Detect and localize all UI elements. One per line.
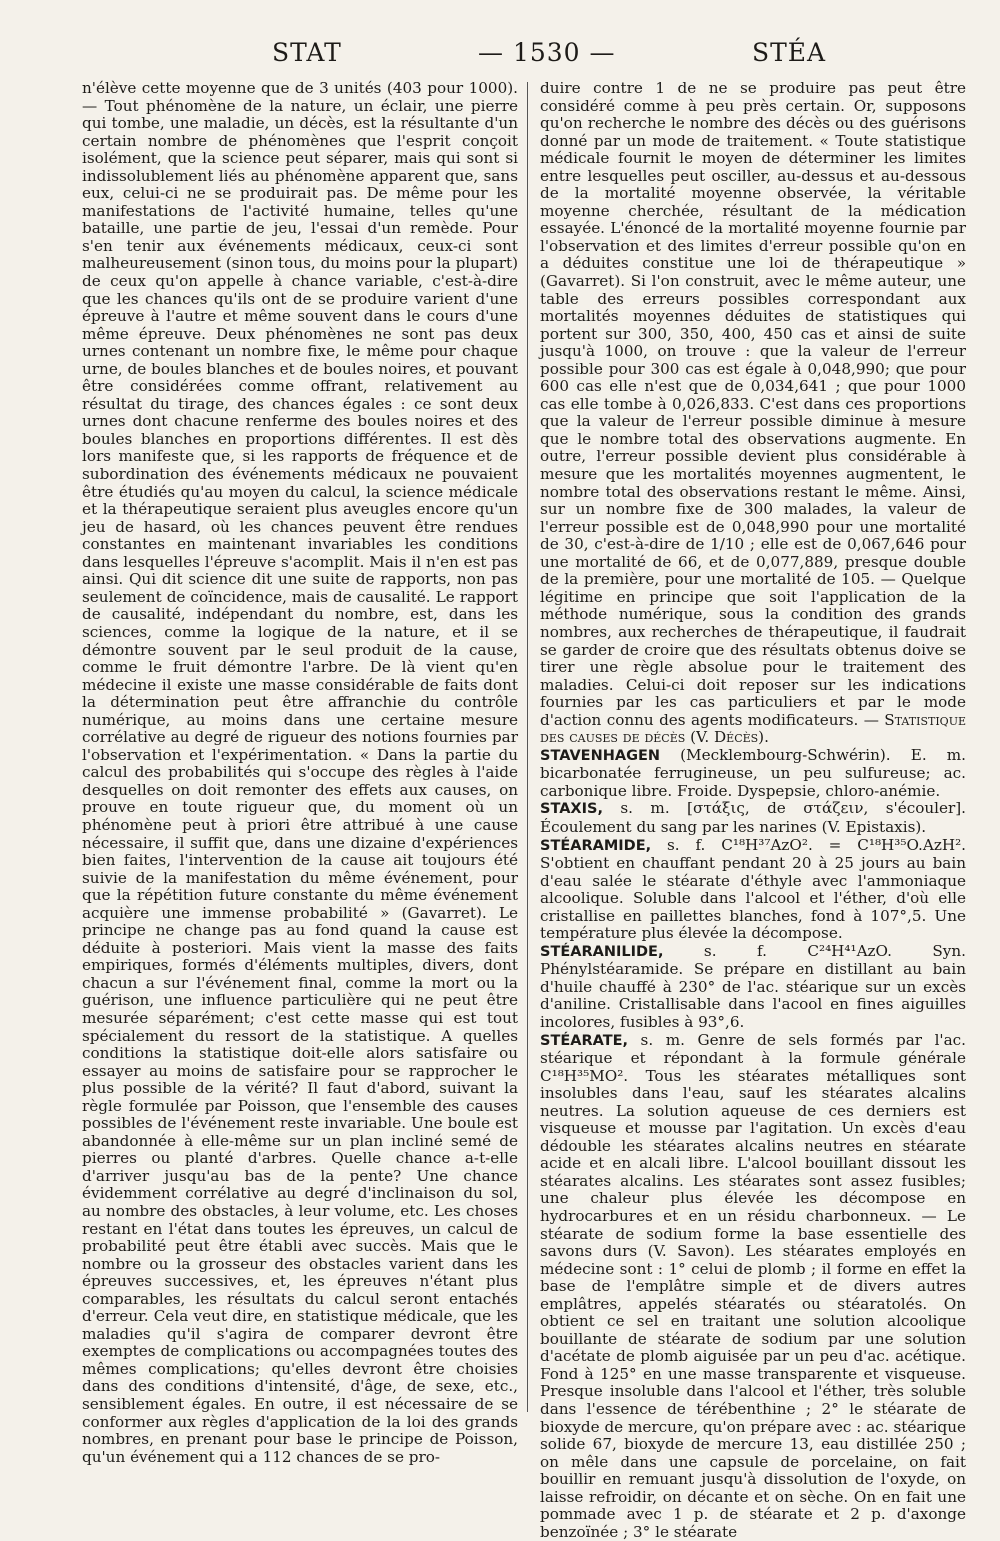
headword-stavenhagen: STAVENHAGEN — [540, 747, 661, 764]
definition-stavenhagen: (Mecklembourg-Schwérin). E. m. bicarbonatée ferrugineuse, un peu sulfureuse; ac. carbonique libre. Froide. Dyspepsie, chloro-anémie. — [540, 745, 966, 800]
statistique-continuation — [540, 80, 966, 747]
headword-stearate: STÉARATE, — [540, 1032, 629, 1049]
column-divider — [527, 82, 528, 1412]
left-column-text: n'élève cette moyenne que de 3 unités (403 pour 1000). — Tout phénomène de la nature, un éclair, une pierre qui tombe, une maladie, un décès, est la résultante d'un certain nombre de phénomènes que l'esprit conçoit isolément, que la science peut séparer, mais qui sont si indissolublement liés au phénomène apparent que, sans eux, celui-ci ne se produirait pas. De même pour les manifestations de l'activité humaine, telles qu'une bataille, une partie de jeu, l'essai d'un remède. Pour s'en tenir aux événements médicaux, ceux-ci sont malheureusement (sinon tous, du moins pour la plupart) de ceux qu'on appelle à chance variable, c'est-à-dire que les chances qu'ils ont de se produire varient d'une épreuve à l'autre et même souvent dans le cours d'une même épreuve. Deux phénomènes ne sont pas deux urnes contenant un nombre fixe, le même pour chaque urne, de boules blanches et de boules noires, et pouvant être considérées comme offrant, relativement au résultat du tirage, des chances égales : ce sont deux urnes dont chacune renferme des boules noires et des boules blanches en proportions différentes. Il est dès lors manifeste que, si les rapports de fréquence et de subordination des événements médicaux ne pouvaient être étudiés qu'au moyen du calcul, la science médicale et la thérapeutique seraient plus aveugles encore qu'un jeu de hasard, où les chances peuvent être rendues constantes en maintenant invariables les conditions dans lesquelles l'épreuve s'acomplit. Mais il n'en est pas ainsi. Qui dit science dit une suite de rapports, non pas seulement de coïncidence, mais de causalité. Le rapport de causalité, indépendant du nombre, est, dans les sciences, comme la logique de la nature, et il se démontre souvent par le seul produit de la cause, comme le fruit démontre l'arbre. De là vient qu'en médecine il existe une masse considérable de faits dont la détermination peut être affranchie du contrôle numérique, au moins dans une certaine mesure corrélative au degré de rigueur des notions fournies par l'observation et l'expérimentation. « Dans la partie du calcul des probabilités qui s'occupe des règles à l'aide desquelles on doit remonter des effets aux causes, on prouve en toute rigueur que, du moment où un phénomène peut à priori être attribué à une cause nécessaire, il suffit que, dans une dizaine d'expériences bien faites, l'intervention de la cause ait toujours été suivie de la manifestation du même événement, pour que la répétition future constante du même événement acquière une immense probabilité » (Gavarret). Le principe ne change pas au fond quand la cause est déduite à posteriori. Mais vient la masse des faits empiriques, formés d'éléments multiples, divers, dont chacun a sur l'événement final, comme la mort ou la guérison, une influence particulière qui ne peut être mesurée séparément; c'est cette masse qui est tout spécialement du ressort de la statistique. A quelles conditions la statistique doit-elle alors satisfaire ou essayer au moins de satisfaire pour se rapprocher le plus possible de la vérité? Il faut d'abord, suivant la règle formulée par Poisson, que l'ensemble des causes possibles de l'événement reste invariable. Une boule est abandonnée à elle-même sur un plan incliné semé de pierres ou planté d'arbres. Quelle chance a-t-elle d'arriver jusqu'au bas de la pente? Une chance évidemment corrélative au degré d'inclinaison du sol, au nombre des obstacles, à leur volume, etc. Les choses restant en l'état dans toutes les épreuves, un calcul de probabilité peut être établi avec succès. Mais que le nombre ou la grosseur des obstacles varient dans les épreuves successives, et, les épreuves n'étant plus comparables, les résultats du calcul seront entachés d'erreur. Cela veut dire, en statistique médicale, que les maladies qu'il s'agira de comparer devront être exemptes de complications ou accompagnées toutes des mêmes complications; qu'elles devront être choisies dans des conditions d'intensité, d'âge, de sexe, etc., sensiblement égales. En outre, il est nécessaire de se conformer aux règles d'application de la loi des grands nombres, en prenant pour base le principe de Poisson, qu'un événement qui a 112 chances de se pro- — [82, 79, 518, 1466]
headword-stearanilide: STÉARANILIDE, — [540, 943, 664, 960]
statistique-text: duire contre 1 de ne se produire pas peut être considéré comme à peu près certain. Or, supposons qu'on recherche le nombre des décès ou des guérisons donné par un mode de traitement. « Toute statistique médicale fournit le moyen de déterminer les limites entre lesquelles peut osciller, au-dessus et au-dessous de la mortalité moyenne observée, la véritable moyenne cherchée, résultant de la médication essayée. L'énoncé de la mortalité moyenne fournie par l'observation et des limites d'erreur possible qu'on en a déduites constitue une loi de thérapeutique » (Gavarret). Si l'on construit, avec le même auteur, une table des erreurs possibles correspondant aux mortalités moyennes déduites de statistiques qui portent sur 300, 350, 400, 450 cas et ainsi de suite jusqu'à 1000, on trouve : que la valeur de l'erreur possible pour 300 cas est égale à 0,048,990; que pour 600 cas elle n'est que de 0,034,641 ; que pour 1000 cas elle tombe à 0,026,833. C'est dans ces proportions que la valeur de l'erreur possible diminue à mesure que le nombre total des observations augmente. En outre, l'erreur possible devient plus considérable à mesure que les mortalités moyennes augmentent, le nombre total des observations restant le même. Ainsi, sur un nombre fixe de 300 malades, la valeur de l'erreur possible est de 0,048,990 pour une mortalité de 30, c'est-à-dire de 1/10 ; elle est de 0,067,646 pour une mortalité de 66, et de 0,077,889, presque double de la première, pour une mortalité de 105. — Quelque légitime en principe que soit l'application de la méthode numérique, sous la condition des grands nombres, aux recherches de thérapeutique, il faudrait se garder de croire que des résultats obtenus doive se tirer une règle absolue pour le traitement des maladies. Celui-ci doit reposer sur les indications fournies par les cas particuliers et par le mode d'action connu des agents modificateurs. — — [540, 79, 966, 729]
left-column — [82, 80, 518, 1466]
page-number: — 1530 — — [478, 38, 616, 67]
headword-stearamide: STÉARAMIDE, — [540, 837, 652, 854]
definition-stearanilide: s. f. C²⁴H⁴¹AzO. Syn. Phénylstéaramide. Se prépare en distillant au bain d'huile chauffé à 230° de l'ac. stéarique sur un excès d'aniline. Cristallisable dans l'acool en fines aiguilles incolores, fusibles à 93°,6. — [540, 941, 966, 1031]
definition-stearamide: s. f. C¹⁸H³⁷AzO². = C¹⁸H³⁵O.AzH². S'obtient en chauffant pendant 20 à 25 jours au bain d'eau salée le stéarate d'éthyle avec l'ammoniaque alcoolique. Soluble dans l'alcool et l'éther, d'où elle cristallise en paillettes blanches, fond à 107°,5. Une température plus élevée la décompose. — [540, 835, 966, 943]
entry-stavenhagen — [540, 747, 966, 801]
entry-stearamide — [540, 837, 966, 943]
right-column — [540, 80, 966, 1541]
statistique-cross-reference: Statistique des causes de décès (V. Décès). — [540, 710, 966, 747]
headword-staxis: STAXIS, — [540, 801, 603, 818]
entry-stearanilide — [540, 943, 966, 1032]
definition-staxis: s. m. [στάξις, de στάζειν, s'écouler]. Écoulement du sang par les narines (V. Epistaxis). — [540, 799, 966, 836]
header-left-word: STAT — [272, 38, 342, 67]
entry-stearate — [540, 1032, 966, 1541]
running-header — [0, 38, 1000, 78]
header-right-word: STÉA — [752, 38, 827, 67]
entry-staxis — [540, 800, 966, 836]
definition-stearate: s. m. Genre de sels formés par l'ac. stéarique et répondant à la formule générale C¹⁸H³⁵MO². Tous les stéarates métalliques sont insolubles dans l'eau, sauf les stéarates alcalins neutres. La solution aqueuse de ces derniers est visqueuse et mousse par l'agitation. Un excès d'eau dédouble les stéarates alcalins neutres en stéarate acide et en alcali libre. L'alcool bouillant dissout les stéarates alcalins. Les stéarates sont assez fusibles; une chaleur plus élevée les décompose en hydrocarbures et en un résidu charbonneux. — Le stéarate de sodium forme la base essentielle des savons durs (V. Savon). Les stéarates employés en médecine sont : 1° celui de plomb ; il forme en effet la base de l'emplâtre simple et de divers autres emplâtres, appelés stéaratés ou stéaratolés. On obtient ce sel en traitant une solution alcoolique bouillante de stéarate de sodium par une solution d'acétate de plomb aiguisée par un peu d'ac. acétique. Fond à 125° en une masse transparente et visqueuse. Presque insoluble dans l'alcool et l'éther, très soluble dans l'essence de térébenthine ; 2° le stéarate de bioxyde de mercure, qu'on prépare avec : ac. stéarique solide 67, bioxyde de mercure 13, eau distillée 250 ; on mêle dans une capsule de porcelaine, on fait bouillir en remuant jusqu'à dissolution de l'oxyde, on laisse refroidir, on décante et on sèche. On en fait une pommade avec 1 p. de stéarate et 2 p. d'axonge benzoïnée ; 3° le stéarate — [540, 1030, 966, 1541]
